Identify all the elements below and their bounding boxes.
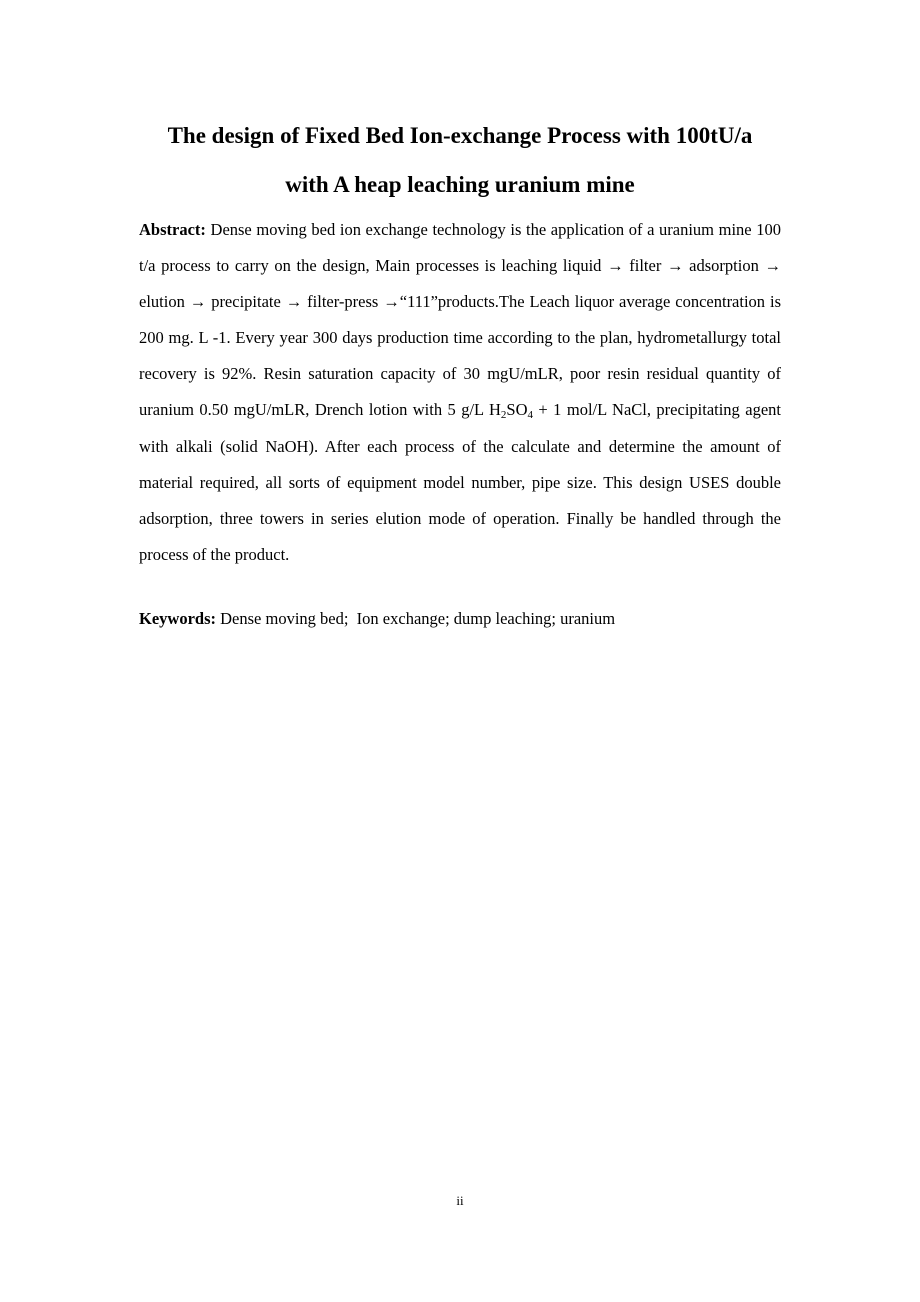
keywords-text: Dense moving bed; Ion exchange; dump leaching; uranium [216,609,616,628]
abstract-text-part-2: SO [506,400,528,420]
abstract-text-part-1: Dense moving bed ion exchange technology is the application of a uranium mine 100 t/a process to carry on the design, Main processes is leaching liquid → filter → adsorption → elution → precipitate → filter-press →“111”products.The Leach liquor average concentration is 200 mg. L -1. Every year 300 days production time according to the plan, hydrometallurgy total recovery is 92%. Resin saturation capacity of 30 mgU/mLR, poor resin residual quantity of uranium 0.50 mgU/mLR, Drench lotion with 5 g/L H [139,220,781,420]
subscript-2: 2 [500,409,507,422]
abstract-text-part-3: + 1 mol/L NaCl, precipitating agent with alkali (solid NaOH). After each process of the calculate and determine the amount of material required, all sorts of equipment model number, pipe size. This design USES double adsorption, three towers in series elution mode of operation. Finally be handled through the process of the product. [139,400,781,564]
keywords-label: Keywords: [139,609,216,628]
page-number: ii [456,1193,464,1208]
title-line-2: with A heap leaching uranium mine [285,172,635,197]
abstract-paragraph [139,212,781,573]
keywords-line [139,605,781,633]
abstract-label: Abstract: [139,220,206,239]
subscript-4: 4 [527,409,533,422]
title-line-1: The design of Fixed Bed Ion-exchange Process with 100tU/a [167,123,753,148]
